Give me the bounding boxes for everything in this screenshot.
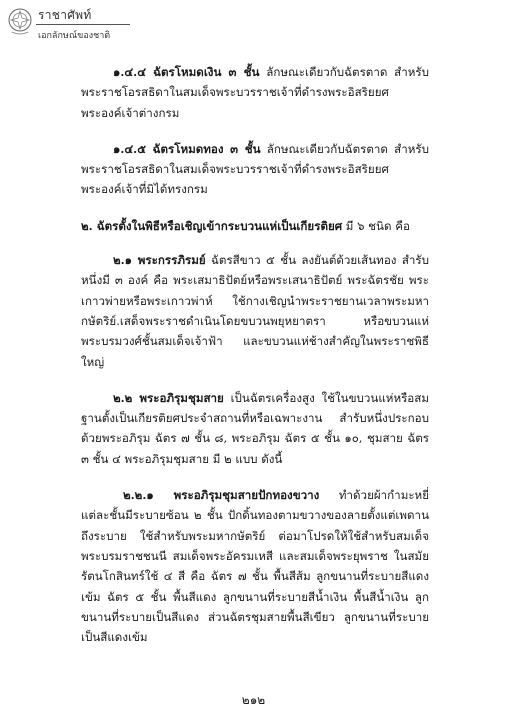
- paragraph-heading: ๒.๑ พระกรรภิรมย์: [113, 253, 206, 268]
- header-title: ราชาศัพท์: [38, 8, 92, 22]
- document-body: [81, 62, 429, 663]
- paragraph-heading: ๑.๔.๔ ฉัตรโหมดเงิน ๓ ชั้น: [113, 65, 260, 79]
- paragraph-text: ทำด้วยผ้ากำมะหยี่ แต่ละชั้นมีระบายซ้อน ๒ ชั้น ปักดิ้นทองตามขวางของลายตั้งแต่เพดานถึงระบาย ใช้สำหรับพระมหากษัตริย์ ต่อมาโปรดให้ใช้สำหรับสมเด็จพระบรมราชชนนี สมเด็จพระอัครมเหสี และสมเด็จพระยุพราช ในสมัยรัตนโกสินทร์ใช้ ๔ สี คือ ฉัตร ๗ ชั้น พื้นสีส้ม ลูกขนานที่ระบายสีแดงเข้ม ฉัตร ๕ ชั้น พื้นสีแดง ลูกขนานที่ระบายสีน้ำเงิน พื้นสีน้ำเงิน ลูกขนานที่ระบายเป็นสีแดง ส่วนฉัตรชุมสายพื้นสีเขียว ลูกขนานที่ระบายเป็นสีแดงเข้ม: [81, 488, 429, 645]
- header-subtitle: เอกลักษณ์ของชาติ: [38, 31, 111, 41]
- paragraph-1-4-4: [81, 62, 429, 123]
- paragraph-heading: ๒.๒.๑ พระอภิรุมชุมสายปักทองขวาง: [123, 488, 320, 503]
- paragraph-heading: ๑.๔.๕ ฉัตรโหมดทอง ๓ ชั้น: [113, 141, 261, 156]
- paragraph-1-4-5: [81, 139, 429, 200]
- paragraph-2-2-1: [81, 485, 429, 647]
- paragraph-heading: ๒.๒ พระอภิรุมชุมสาย: [113, 390, 224, 405]
- page-header: [6, 4, 136, 44]
- paragraph-2-2: [81, 388, 429, 469]
- paragraph-text: มี ๖ ชนิด คือ: [342, 218, 410, 233]
- paragraph-2-1: [81, 250, 429, 372]
- paragraph-text: เป็นฉัตรเครื่องสูง ใช้ในขบวนแห่หรือสมฐานตั้งเป็นเกียรติยศประจำสถานที่หรือเฉพาะงาน สำรับหนึ่งประกอบด้วยพระอภิรุม ฉัตร ๗ ชั้น ๘, พระอภิรุม ฉัตร ๕ ชั้น ๑๐, ชุมสาย ฉัตร ๓ ชั้น ๔ พระอภิรุมชุมสาย มี ๒ แบบ ดังนี้: [81, 390, 429, 466]
- header-divider: [36, 24, 130, 25]
- section-2-heading: [81, 216, 429, 236]
- page-number: ๒๑๒: [241, 693, 266, 707]
- paragraph-text: ลักษณะเดียวกับฉัตรตาด สำหรับพระราชโอรสธิดาในสมเด็จพระบวรราชเจ้าที่ดำรงพระอิสริยยศพระองค์เจ้าต่างกรม: [81, 65, 429, 120]
- seal-emblem-icon: [6, 6, 34, 36]
- paragraph-text: ลักษณะเดียวกับฉัตรตาด สำหรับพระราชโอรสธิดาในสมเด็จพระบวรราชเจ้าที่ดำรงพระอิสริยยศพระองค์เจ้าที่มิได้ทรงกรม: [81, 141, 429, 197]
- paragraph-heading: ๒. ฉัตรตั้งในพิธีหรือเชิญเข้ากระบวนแห่เป็นเกียรติยศ: [81, 218, 343, 233]
- paragraph-text: ฉัตรสีขาว ๕ ชั้น ลงยันต์ด้วยเส้นทอง สำรับหนึ่งมี ๓ องค์ คือ พระเสมาธิปัตย์หรือพระเสนาธิปัตย์ พระฉัตรชัย พระเกาวพ่ายหรือพระเกาวพ่าห์ ใช้กางเชิญนำพระราชยานเวลาพระมหากษัตริย์.เสด็จพระราชดำเนินโดยขบวนพยุหยาตรา หรือขบวนแห่พระบรมวงศ์ชั้นสมเด็จเจ้าฟ้า และขบวนแห่ช้างสำคัญในพระราชพิธีใหญ่: [81, 253, 429, 369]
